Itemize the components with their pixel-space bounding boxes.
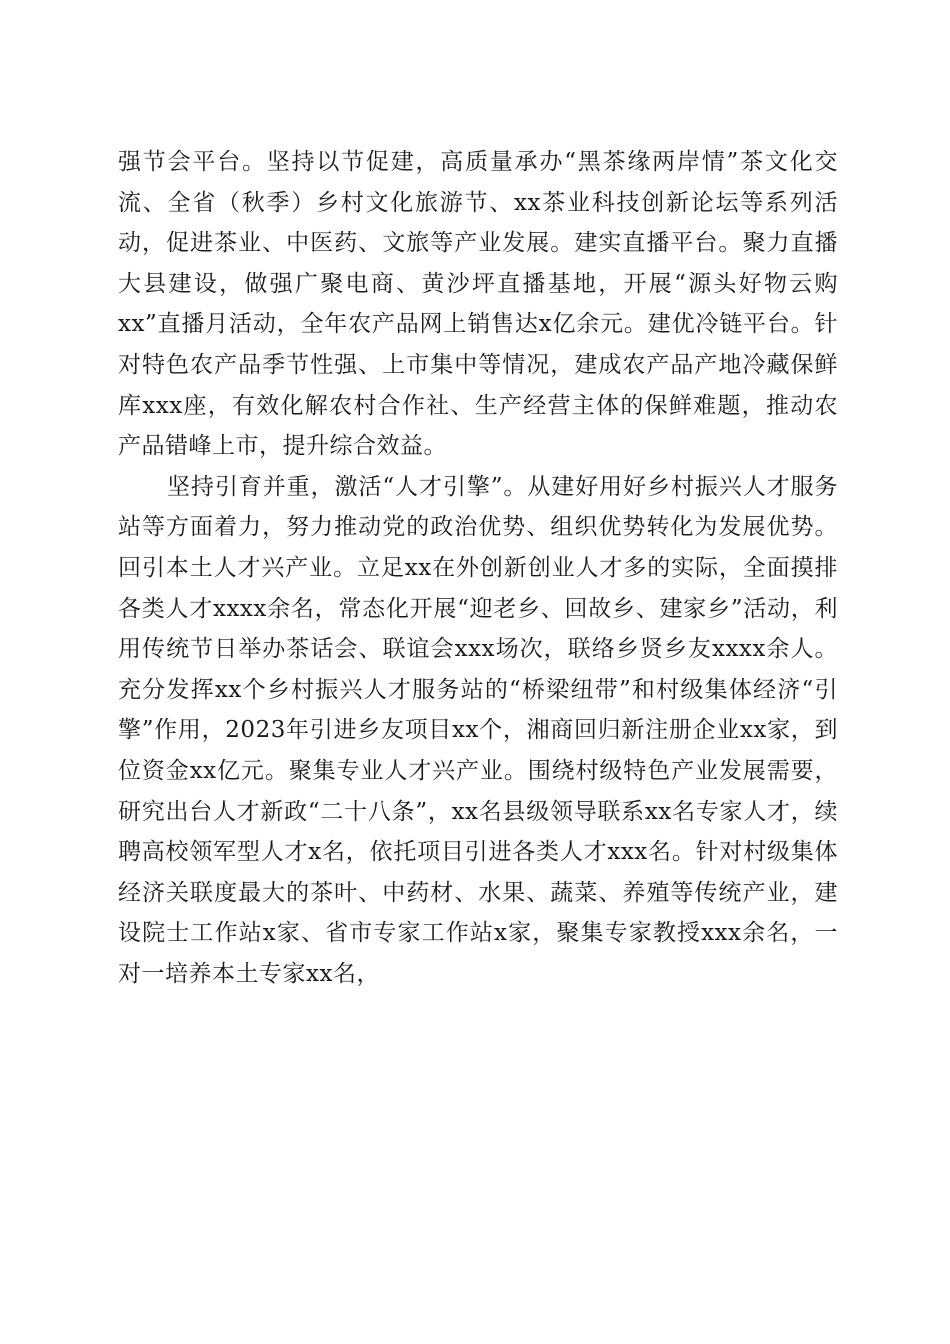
document-body [118,142,838,994]
paragraph-talent-engine: 坚持引育并重，激活“人才引擎”。从建好用好乡村振兴人才服务站等方面着力，努力推动党的政治优势、组织优势转化为发展优势。回引本土人才兴产业。立足xx在外创新创业人才多的实际，全面摸排各类人才xxxx余名，常态化开展“迎老乡、回故乡、建家乡”活动，利用传统节日举办茶话会、联谊会xxx场次，联络乡贤乡友xxxx余人。充分发挥xx个乡村振兴人才服务站的“桥梁纽带”和村级集体经济“引擎”作用，2023年引进乡友项目xx个，湘商回归新注册企业xx家，到位资金xx亿元。聚集专业人才兴产业。围绕村级特色产业发展需要，研究出台人才新政“二十八条”，xx名县级领导联系xx名专家人才，续聘高校领军型人才x名，依托项目引进各类人才xxx名。针对村级集体经济关联度最大的茶叶、中药材、水果、蔬菜、养殖等传统产业，建设院士工作站x家、省市专家工作站x家，聚集专家教授xxx余名，一对一培养本土专家xx名， [118,473,838,987]
paragraph-platform-building: 强节会平台。坚持以节促建，高质量承办“黑茶缘两岸情”茶文化交流、全省（秋季）乡村文化旅游节、xx茶业科技创新论坛等系列活动，促进茶业、中医药、文旅等产业发展。建实直播平台。聚力直播大县建设，做强广聚电商、黄沙坪直播基地，开展“源头好物云购xx”直播月活动，全年农产品网上销售达x亿余元。建优冷链平台。针对特色农产品季节性强、上市集中等情况，建成农产品产地冷藏保鲜库xxx座，有效化解农村合作社、生产经营主体的保鲜难题，推动农产品错峰上市，提升综合效益。 [118,149,838,460]
